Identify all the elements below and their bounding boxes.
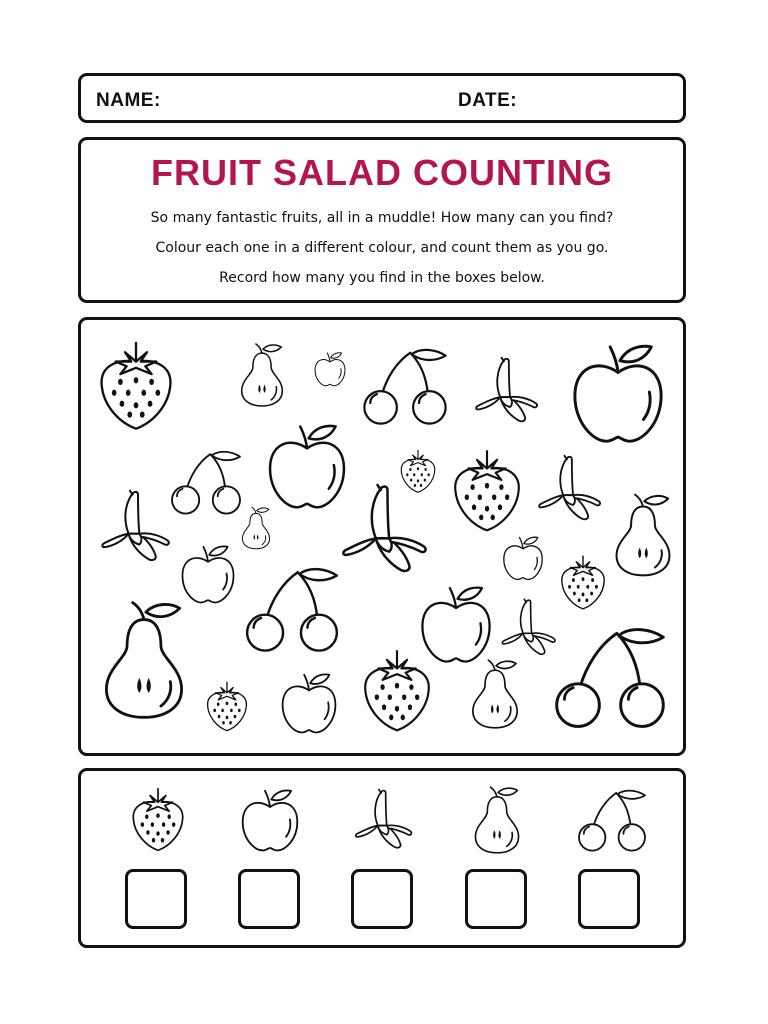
banana-icon[interactable] bbox=[343, 485, 425, 571]
strawberry-icon[interactable] bbox=[401, 450, 435, 492]
apple-icon[interactable] bbox=[283, 674, 336, 732]
strawberry-icon[interactable] bbox=[562, 556, 604, 609]
banana-icon[interactable] bbox=[539, 456, 600, 520]
fruit-muddle-illustration bbox=[81, 320, 683, 753]
pear-icon[interactable] bbox=[473, 660, 517, 728]
banana-icon[interactable] bbox=[102, 491, 168, 560]
cherries-count-box[interactable] bbox=[578, 869, 640, 929]
name-date-header bbox=[78, 73, 686, 123]
pear-count-box[interactable] bbox=[465, 869, 527, 929]
title-panel bbox=[78, 137, 686, 303]
banana-icon bbox=[356, 790, 412, 848]
banana-icon[interactable] bbox=[502, 599, 555, 654]
apple-count-box[interactable] bbox=[238, 869, 300, 929]
pear-icon bbox=[475, 787, 518, 853]
pear-icon[interactable] bbox=[242, 507, 269, 548]
apple-icon[interactable] bbox=[575, 346, 661, 441]
apple-icon[interactable] bbox=[504, 537, 542, 579]
strawberry-icon[interactable] bbox=[365, 651, 429, 730]
strawberry-count-box[interactable] bbox=[125, 869, 187, 929]
instruction-line: Colour each one in a different colour, and count them as you go. bbox=[155, 240, 609, 256]
name-label: NAME: bbox=[96, 90, 161, 111]
apple-icon[interactable] bbox=[315, 353, 345, 386]
worksheet-title: FRUIT SALAD COUNTING bbox=[151, 152, 613, 193]
fruit-muddle-panel bbox=[78, 317, 686, 756]
apple-icon[interactable] bbox=[270, 426, 344, 507]
pear-icon[interactable] bbox=[106, 603, 181, 718]
cherries-icon[interactable] bbox=[172, 452, 240, 514]
strawberry-icon[interactable] bbox=[102, 343, 171, 429]
banana-count-box[interactable] bbox=[351, 869, 413, 929]
strawberry-icon bbox=[133, 789, 182, 851]
cherries-icon[interactable] bbox=[557, 630, 664, 727]
answer-panel bbox=[78, 768, 686, 948]
date-label: DATE: bbox=[458, 90, 518, 111]
cherries-icon[interactable] bbox=[247, 569, 337, 650]
pear-icon[interactable] bbox=[242, 344, 283, 406]
apple-icon bbox=[243, 790, 298, 850]
apple-icon[interactable] bbox=[182, 546, 233, 602]
cherries-icon bbox=[579, 791, 645, 851]
instruction-line: So many fantastic fruits, all in a muddle! How many can you find? bbox=[150, 210, 614, 226]
strawberry-icon[interactable] bbox=[455, 451, 519, 530]
pear-icon[interactable] bbox=[617, 495, 670, 576]
banana-icon[interactable] bbox=[476, 358, 537, 422]
instruction-line: Record how many you find in the boxes below. bbox=[219, 270, 545, 286]
strawberry-icon[interactable] bbox=[208, 682, 247, 730]
apple-icon[interactable] bbox=[422, 588, 489, 662]
cherries-icon[interactable] bbox=[364, 350, 445, 424]
